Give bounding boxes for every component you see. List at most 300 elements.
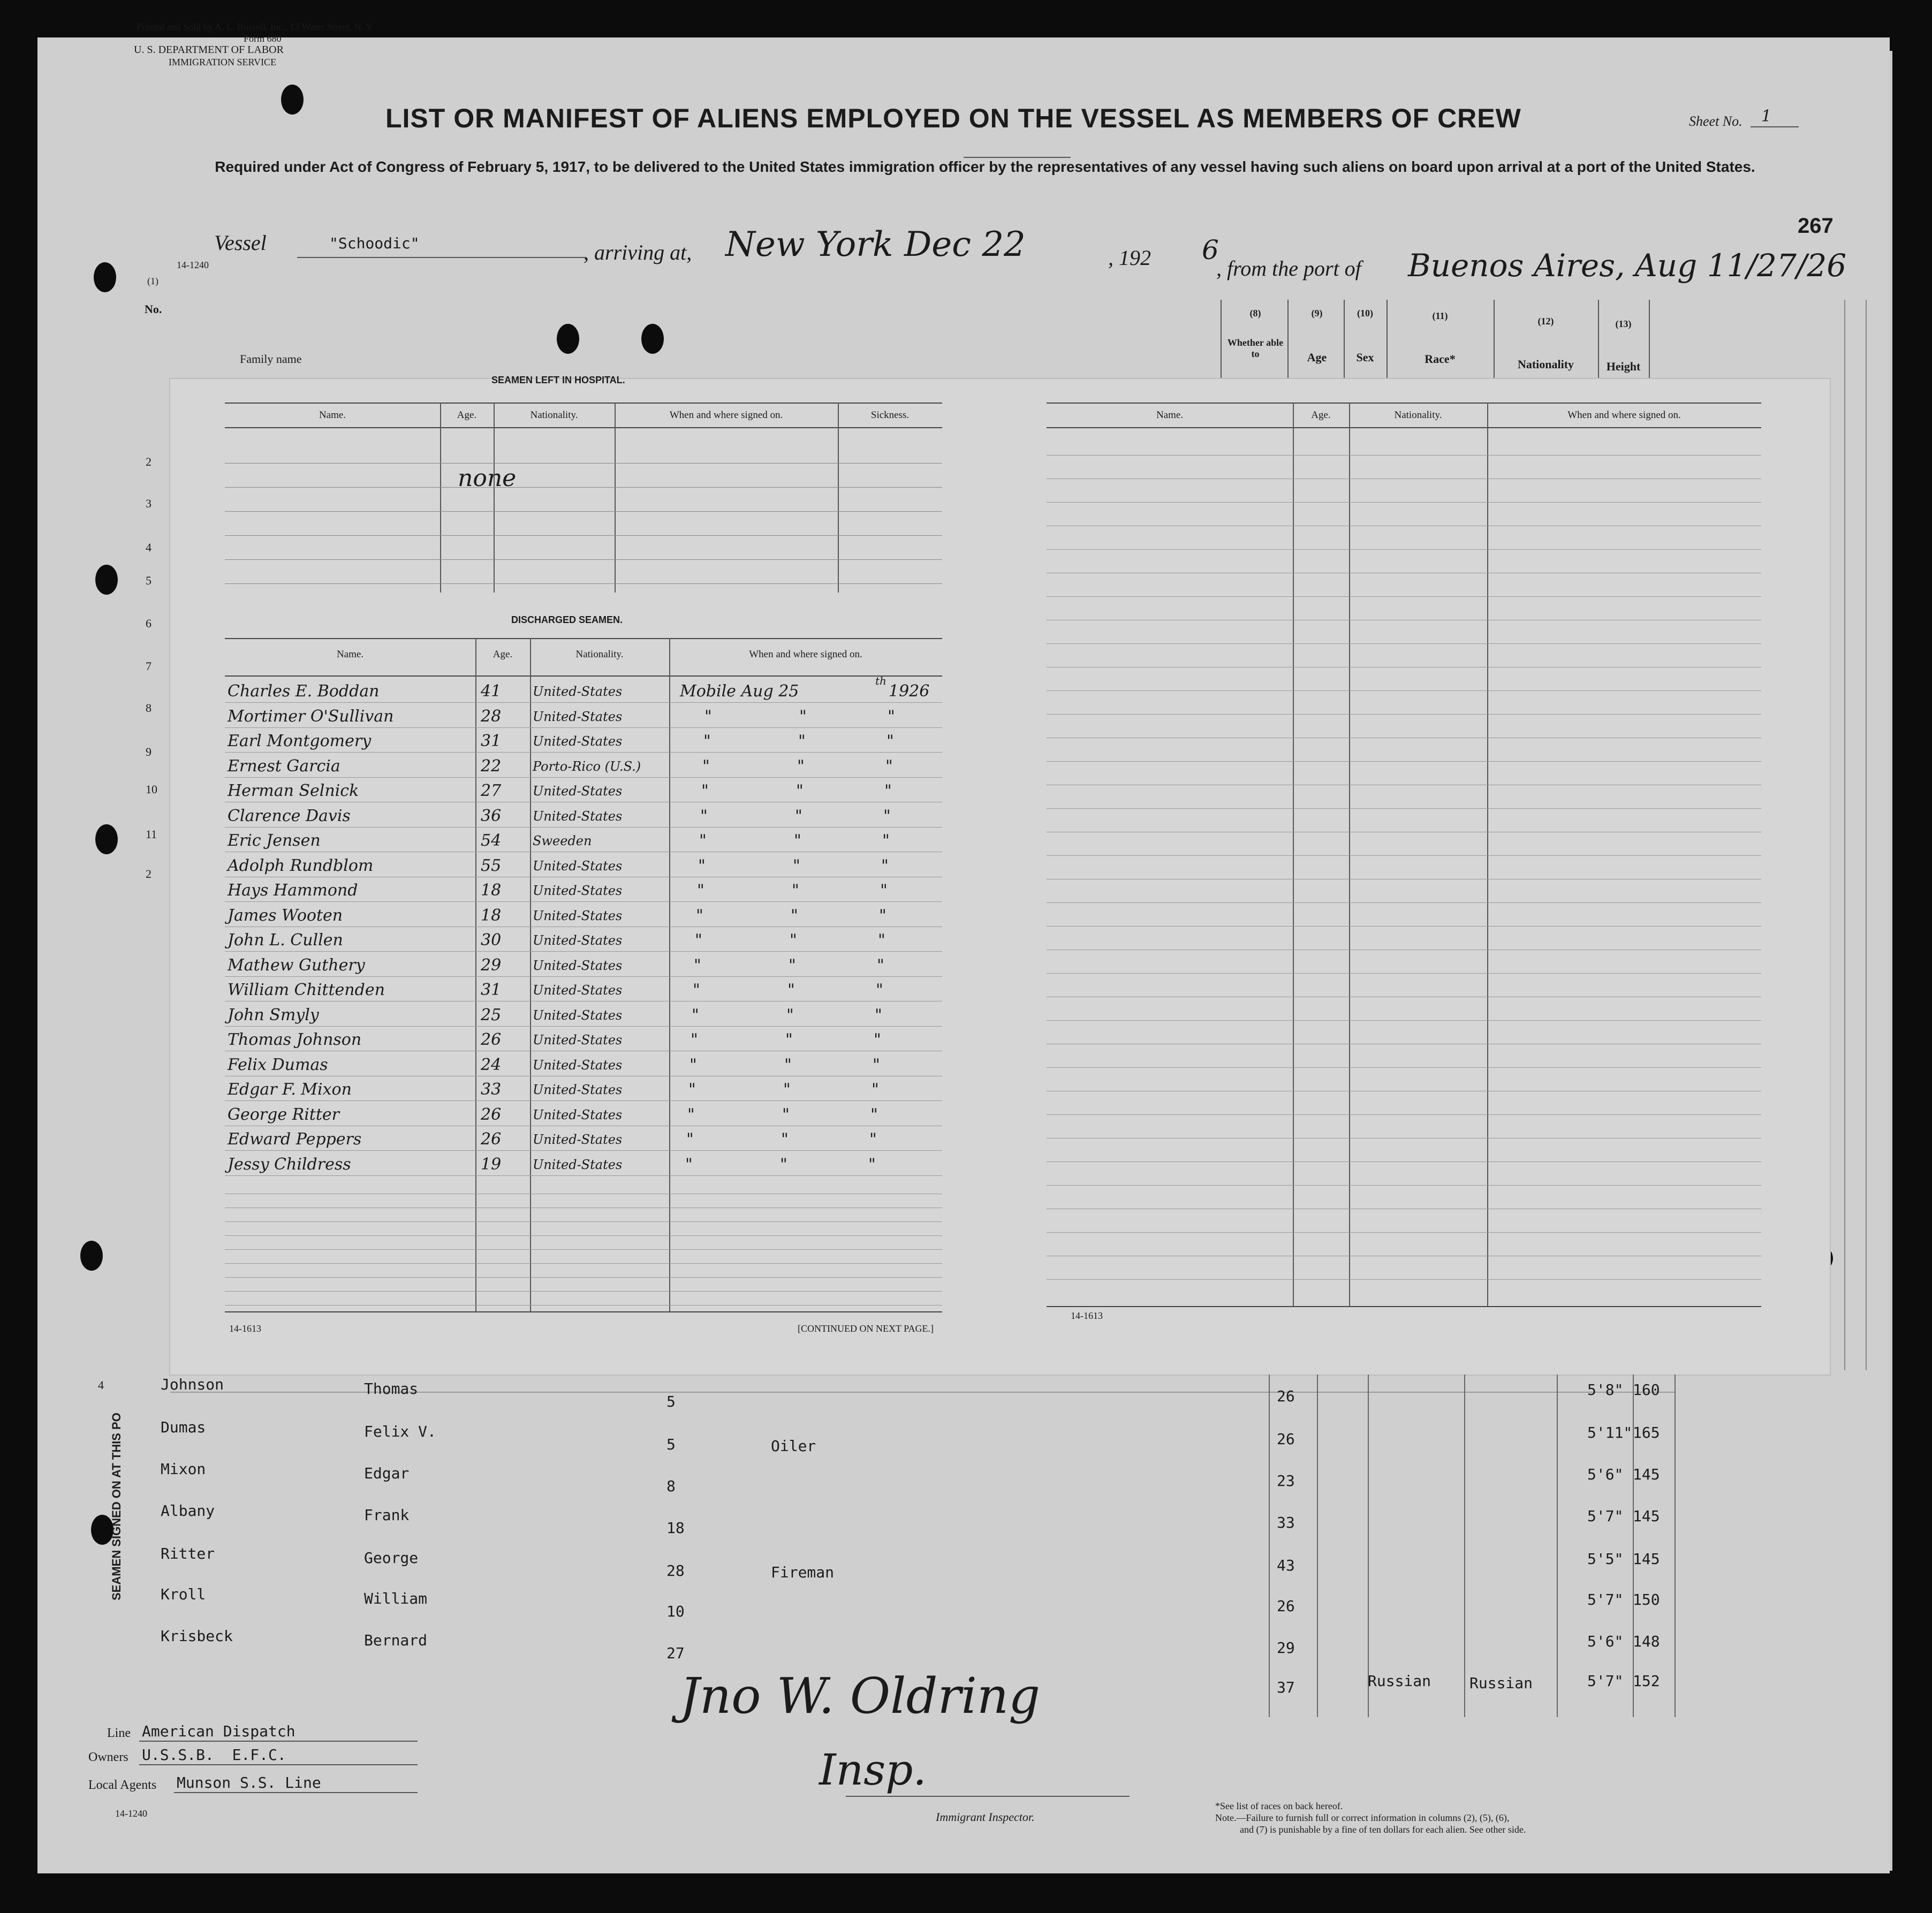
col10-number: (10): [1357, 308, 1373, 318]
ditto-mark: ": [702, 756, 710, 776]
grid-line: [1047, 1020, 1761, 1021]
discharged-age: 54: [481, 831, 502, 850]
discharged-title: DISCHARGED SEAMEN.: [511, 614, 623, 625]
page-title: LIST OR MANIFEST OF ALIENS EMPLOYED ON THE VESSEL AS MEMBERS OF CREW: [385, 103, 1521, 133]
crew-height: 5'6": [1587, 1466, 1624, 1483]
col8-label: Whether able to: [1227, 337, 1284, 359]
discharged-nationality: United-States: [533, 1157, 623, 1172]
grid-line: [1293, 403, 1294, 1307]
grid-line: [225, 559, 942, 560]
grid-line: [1047, 761, 1761, 762]
discharged-nationality: United-States: [533, 908, 623, 923]
crew-family-name: Ritter: [161, 1545, 215, 1562]
form-code-insert: 14-1613: [229, 1323, 261, 1334]
ditto-mark: ": [794, 831, 801, 850]
grid-line: [225, 1221, 942, 1222]
grid-line: [225, 463, 942, 464]
footer-rule: [139, 1764, 418, 1765]
ditto-mark: ": [796, 781, 804, 800]
ditto-mark: ": [883, 806, 891, 825]
ditto-mark: ": [690, 1055, 697, 1074]
col9-number: (9): [1311, 308, 1323, 318]
discharged-nationality: United-States: [533, 808, 623, 824]
grid-line: [1047, 427, 1761, 428]
signed-on-place: Mobile Aug 25: [680, 682, 799, 701]
ditto-mark: ": [790, 931, 797, 950]
footer-rule: [174, 1792, 418, 1793]
discharged-nationality: United-States: [533, 883, 623, 898]
sheet-number: 1: [1761, 107, 1772, 126]
crew-family-name: Johnson: [161, 1376, 224, 1393]
ditto-mark: ": [878, 931, 885, 950]
ditto-mark: ": [693, 981, 700, 999]
grid-line: [225, 1277, 942, 1278]
crew-given-name: George: [364, 1549, 419, 1567]
grid-line: [1047, 502, 1761, 503]
ditto-mark: ": [691, 1030, 698, 1049]
grid-line: [1047, 1279, 1761, 1280]
grid-line: [225, 777, 942, 778]
discharged-nationality: Sweeden: [533, 833, 592, 848]
hospital-header: Sickness.: [870, 409, 910, 421]
grid-line: [669, 638, 670, 1312]
crew-nationality: Russian: [1469, 1674, 1533, 1692]
ditto-mark: ": [798, 732, 806, 750]
grid-line: [225, 427, 942, 428]
year-prefix: , 192: [1108, 246, 1151, 270]
ditto-mark: ": [786, 1005, 794, 1024]
sheet-label: Sheet No.: [1689, 113, 1742, 129]
ditto-mark: ": [876, 981, 883, 999]
discharged-header: Name.: [336, 649, 364, 660]
discharged-age: 26: [481, 1105, 502, 1124]
crew-height: 5'6": [1587, 1633, 1624, 1650]
form-number: Form 680: [244, 33, 282, 44]
grid-line: [1047, 714, 1761, 715]
col-rule: [1675, 1375, 1676, 1717]
printer-line: Printed and Sold by A. L. Russell, Inc., 13 Water Street, N. Y.: [137, 21, 374, 32]
grid-line: [225, 1249, 942, 1250]
ditto-mark: ": [704, 707, 712, 726]
hospital-header: Name.: [319, 409, 346, 421]
grid-line: [1047, 1067, 1761, 1068]
row-number: 5: [146, 574, 151, 587]
stamp-number: 267: [1798, 214, 1833, 238]
row-number: 2: [146, 455, 151, 468]
row-number: 8: [146, 701, 151, 715]
binder-hole: [80, 1241, 103, 1271]
grid-line: [1047, 808, 1761, 809]
grid-line: [1047, 403, 1761, 404]
grid-line: [225, 535, 942, 536]
crew-age: 23: [1277, 1472, 1295, 1490]
owners-value: U.S.S.B. E.F.C.: [142, 1746, 286, 1764]
grid-line: [225, 951, 942, 952]
ditto-mark: ": [688, 1080, 696, 1099]
ditto-mark: ": [880, 881, 888, 900]
crew-height: 5'7": [1587, 1672, 1624, 1690]
binder-hole: [281, 85, 304, 115]
binder-hole: [95, 824, 118, 854]
discharged-age: 28: [481, 707, 502, 726]
grid-line: [1047, 855, 1761, 856]
grid-line: [1047, 1232, 1761, 1233]
grid-line: [1047, 926, 1761, 927]
ditto-mark: ": [697, 881, 704, 900]
ditto-mark: ": [685, 1155, 693, 1174]
sheet-rule: [1751, 126, 1799, 127]
discharged-name: Adolph Rundblom: [228, 856, 374, 875]
crew-height: 5'5": [1587, 1550, 1624, 1568]
grid-line: [225, 1291, 942, 1292]
grid-line: [475, 638, 476, 1312]
vessel-rule: [297, 257, 586, 258]
grid-line: [838, 403, 839, 593]
arriving-value: New York Dec 22: [725, 225, 1026, 264]
ditto-mark: ": [869, 1130, 877, 1149]
ditto-mark: ": [785, 1030, 793, 1049]
discharged-nationality: United-States: [533, 1057, 623, 1073]
discharged-age: 18: [481, 881, 502, 900]
arriving-label: , arriving at,: [584, 240, 692, 264]
grid-line: [530, 638, 531, 1312]
grid-line: [1047, 643, 1761, 644]
owners-label: Owners: [88, 1750, 128, 1764]
discharged-nationality: United-States: [533, 958, 623, 973]
crew-column-value: 28: [666, 1562, 685, 1580]
discharged-name: Ernest Garcia: [228, 756, 340, 776]
right-panel-header: Nationality.: [1394, 409, 1442, 421]
ditto-mark: ": [784, 1055, 792, 1074]
department: U. S. DEPARTMENT OF LABOR: [134, 44, 284, 56]
crew-age: 26: [1277, 1387, 1295, 1405]
grid-line: [225, 675, 942, 677]
crew-age: 26: [1277, 1597, 1295, 1615]
ditto-mark: ": [795, 806, 802, 825]
crew-given-name: Bernard: [364, 1631, 428, 1649]
right-form-code: 14-1613: [1071, 1310, 1103, 1321]
col1-number: (1): [147, 276, 158, 286]
crew-column-value: 27: [666, 1644, 685, 1662]
ditto-mark: ": [700, 806, 708, 825]
crew-age: 29: [1277, 1639, 1295, 1657]
discharged-nationality: United-States: [533, 933, 623, 948]
grid-line: [225, 638, 942, 639]
year-digit: 6: [1202, 234, 1219, 265]
binder-hole: [557, 324, 579, 354]
discharged-nationality: United-States: [533, 709, 623, 724]
signature-rule: [846, 1796, 1130, 1797]
col8-number: (8): [1249, 308, 1261, 318]
col9-label: Age: [1307, 351, 1327, 364]
grid-line: [225, 583, 942, 584]
discharged-name: Charles E. Boddan: [228, 682, 380, 701]
row-number: 10: [146, 783, 157, 796]
ditto-mark: ": [692, 1005, 699, 1024]
crew-height: 5'8": [1587, 1381, 1624, 1399]
discharged-age: 29: [481, 955, 502, 975]
grid-line: [1047, 596, 1761, 597]
vessel-name: "Schoodic": [329, 234, 420, 252]
discharged-name: Jessy Childress: [228, 1155, 351, 1174]
row-number: 11: [146, 828, 157, 841]
discharged-name: Earl Montgomery: [228, 732, 372, 750]
row-number: 7: [146, 659, 151, 673]
col12-number: (12): [1537, 316, 1554, 327]
crew-column-value: 5: [666, 1436, 676, 1453]
grid-line: [1047, 902, 1761, 903]
discharged-nationality: United-States: [533, 1082, 623, 1097]
ditto-mark: ": [792, 881, 799, 900]
right-panel-header: Name.: [1156, 409, 1184, 421]
discharged-age: 31: [481, 732, 502, 750]
row-marker: 4: [98, 1378, 104, 1392]
hospital-entry: none: [458, 465, 517, 492]
hospital-header: Nationality.: [530, 409, 578, 421]
col10-label: Sex: [1356, 351, 1374, 364]
col-rule: [1368, 1375, 1369, 1717]
crew-given-name: Thomas: [364, 1380, 419, 1398]
crew-weight: 145: [1633, 1507, 1660, 1525]
crew-weight: 150: [1633, 1591, 1660, 1608]
discharged-nationality: United-States: [533, 784, 623, 799]
crew-given-name: Frank: [364, 1506, 410, 1524]
discharged-name: Herman Selnick: [228, 781, 359, 800]
discharged-age: 18: [481, 906, 502, 925]
discharged-header: Age.: [493, 649, 513, 660]
grid-line: [225, 827, 942, 828]
port-label: , from the port of: [1216, 256, 1361, 280]
grid-line: [225, 403, 942, 404]
ditto-mark: ": [703, 732, 711, 750]
discharged-name: William Chittenden: [228, 981, 385, 999]
row-number: 9: [146, 745, 151, 758]
crew-given-name: Felix V.: [364, 1423, 436, 1440]
crew-weight: 165: [1633, 1424, 1660, 1441]
grid-line: [494, 403, 495, 593]
grid-line: [1487, 403, 1488, 1307]
form-code-top: 14-1240: [177, 260, 209, 270]
ditto-mark: ": [868, 1155, 876, 1174]
grid-line: [225, 1026, 942, 1027]
grid-line: [225, 1150, 942, 1151]
grid-line: [1047, 455, 1761, 456]
grid-line: [225, 752, 942, 753]
crew-weight: 160: [1633, 1381, 1660, 1399]
grid-line: [225, 1311, 942, 1312]
ditto-mark: ": [695, 931, 702, 950]
discharged-header: Nationality.: [575, 649, 624, 660]
discharged-name: George Ritter: [228, 1105, 340, 1124]
col13-label: Height: [1606, 360, 1641, 373]
grid-line: [225, 511, 942, 512]
crew-occupation: Oiler: [771, 1437, 816, 1455]
discharged-nationality: United-States: [533, 858, 623, 874]
ditto-mark: ": [696, 906, 703, 925]
discharged-nationality: United-States: [533, 1132, 623, 1147]
ditto-mark: ": [781, 1130, 789, 1149]
family-name-header: Family name: [240, 352, 302, 366]
right-panel-header: When and where signed on.: [1567, 409, 1681, 421]
crew-height: 5'7": [1587, 1507, 1624, 1525]
discharged-age: 36: [481, 806, 502, 825]
crew-family-name: Dumas: [161, 1418, 206, 1436]
grid-line: [1047, 1306, 1761, 1307]
grid-line: [225, 1235, 942, 1236]
col13-number: (13): [1615, 318, 1632, 329]
ditto-mark: ": [872, 1080, 879, 1099]
service: IMMIGRATION SERVICE: [169, 57, 277, 67]
crew-weight: 145: [1633, 1550, 1660, 1568]
crew-family-name: Kroll: [161, 1585, 206, 1603]
crew-age: 37: [1277, 1679, 1295, 1696]
penalty-note-cont: and (7) is punishable by a fine of ten dollars for each alien. See other side.: [1240, 1824, 1526, 1835]
ditto-mark: ": [887, 732, 894, 750]
row-number: 2: [146, 867, 151, 880]
ditto-mark: ": [879, 906, 887, 925]
crew-column-value: 8: [666, 1477, 676, 1495]
agents-value: Munson S.S. Line: [177, 1774, 321, 1791]
grid-line: [1047, 1114, 1761, 1115]
continued-note: [CONTINUED ON NEXT PAGE.]: [798, 1323, 934, 1334]
hospital-header: When and where signed on.: [669, 409, 783, 421]
crew-occupation: Fireman: [771, 1563, 835, 1581]
col11-number: (11): [1432, 310, 1448, 321]
discharged-name: Hays Hammond: [228, 881, 358, 900]
footer-rule: [139, 1741, 418, 1742]
ditto-mark: ": [888, 707, 895, 726]
grid-line: [225, 702, 942, 703]
grid-line: [1349, 403, 1350, 1307]
ditto-mark: ": [780, 1155, 787, 1174]
grid-line: [1047, 690, 1761, 691]
crew-column-value: 18: [666, 1519, 685, 1537]
race-note: *See list of races on back hereof.: [1215, 1801, 1343, 1811]
inspector-label: Immigrant Inspector.: [936, 1810, 1035, 1824]
grid-line: [225, 901, 942, 902]
grid-line: [225, 487, 942, 488]
discharged-name: Clarence Davis: [228, 806, 351, 825]
ditto-mark: ": [782, 1105, 790, 1124]
crew-family-name: Krisbeck: [161, 1627, 233, 1645]
discharged-header: When and where signed on.: [749, 649, 862, 660]
ditto-mark: ": [694, 955, 701, 975]
discharged-name: Edward Peppers: [228, 1130, 362, 1149]
ditto-mark: ": [791, 906, 798, 925]
discharged-name: Mathew Guthery: [228, 955, 365, 975]
crew-family-name: Albany: [161, 1502, 215, 1520]
col-rule: [1844, 300, 1845, 1370]
discharged-name: Felix Dumas: [228, 1055, 328, 1074]
discharged-age: 41: [481, 682, 502, 701]
discharged-name: Edgar F. Mixon: [228, 1080, 352, 1099]
binder-hole: [641, 324, 664, 354]
ditto-mark: ": [701, 781, 709, 800]
ditto-mark: ": [787, 981, 795, 999]
ditto-mark: ": [793, 856, 800, 875]
col1-label: No.: [145, 302, 162, 316]
ditto-mark: ": [870, 1105, 878, 1124]
grid-line: [615, 403, 616, 593]
discharged-age: 33: [481, 1080, 502, 1099]
col-rule: [1317, 1375, 1318, 1717]
ditto-mark: ": [877, 955, 884, 975]
grid-line: [440, 403, 441, 593]
crew-age: 43: [1277, 1557, 1295, 1574]
col11-label: Race*: [1425, 352, 1456, 366]
discharged-age: 19: [481, 1155, 502, 1174]
discharged-name: Thomas Johnson: [228, 1030, 362, 1049]
ditto-mark: ": [799, 707, 807, 726]
line-label: Line: [107, 1726, 131, 1740]
grid-line: [225, 1263, 942, 1264]
grid-line: [225, 1100, 942, 1101]
signed-on-year: 1926: [889, 682, 930, 701]
discharged-name: Mortimer O'Sullivan: [228, 707, 394, 726]
form-code-bottom: 14-1240: [115, 1808, 147, 1819]
row-number: 6: [146, 617, 151, 630]
discharged-nationality: United-States: [533, 1007, 623, 1023]
crew-age: 26: [1277, 1430, 1295, 1448]
col-rule: [1557, 1375, 1558, 1717]
hospital-title: SEAMEN LEFT IN HOSPITAL.: [491, 375, 625, 385]
crew-given-name: Edgar: [364, 1464, 410, 1482]
line-value: American Dispatch: [142, 1722, 296, 1740]
discharged-nationality: United-States: [533, 983, 623, 998]
grid-line: [1047, 549, 1761, 550]
inspector-signature-title: Insp.: [819, 1745, 927, 1795]
ditto-mark: ": [875, 1005, 882, 1024]
grid-line: [225, 1175, 942, 1176]
discharged-name: John Smyly: [228, 1005, 319, 1024]
col-rule: [1866, 300, 1867, 1370]
discharged-age: 55: [481, 856, 502, 875]
col-rule: [1269, 1375, 1270, 1717]
crew-weight: 145: [1633, 1466, 1660, 1483]
vessel-label: Vessel: [214, 231, 267, 255]
ditto-mark: ": [873, 1055, 880, 1074]
ditto-mark: ": [687, 1105, 695, 1124]
crew-column-value: 5: [666, 1393, 676, 1410]
crew-race: Russian: [1368, 1672, 1431, 1690]
ditto-mark: ": [884, 781, 892, 800]
discharged-nationality: United-States: [533, 734, 623, 749]
ditto-mark: ": [686, 1130, 694, 1149]
signed-on-suffix: th: [875, 674, 887, 687]
discharged-age: 27: [481, 781, 502, 800]
port-value: Buenos Aires, Aug 11/27/26: [1408, 247, 1847, 284]
row-number: 3: [146, 497, 151, 510]
discharged-nationality: United-States: [533, 1107, 623, 1122]
ditto-mark: ": [797, 756, 805, 776]
hospital-header: Age.: [457, 409, 477, 421]
seamen-signed-side-label: SEAMEN SIGNED ON AT THIS PO: [110, 1413, 123, 1600]
row-number: 4: [146, 541, 151, 554]
discharged-age: 26: [481, 1030, 502, 1049]
crew-age: 33: [1277, 1514, 1295, 1531]
crew-family-name: Mixon: [161, 1460, 206, 1478]
discharged-nationality: United-States: [533, 1033, 623, 1047]
inspector-signature: Jno W. Oldring: [680, 1667, 1041, 1725]
ditto-mark: ": [783, 1080, 791, 1099]
grid-line: [1047, 973, 1761, 974]
discharged-age: 25: [481, 1005, 502, 1024]
crew-given-name: William: [364, 1590, 428, 1607]
crew-weight: 152: [1633, 1672, 1660, 1690]
col-rule: [1464, 1375, 1465, 1717]
subtitle: Required under Act of Congress of February 5, 1917, to be delivered to the United States immigration officer by the representatives of any vessel having such aliens on board upon arrival at a port of the United States.: [215, 158, 1755, 175]
ditto-mark: ": [874, 1030, 881, 1049]
